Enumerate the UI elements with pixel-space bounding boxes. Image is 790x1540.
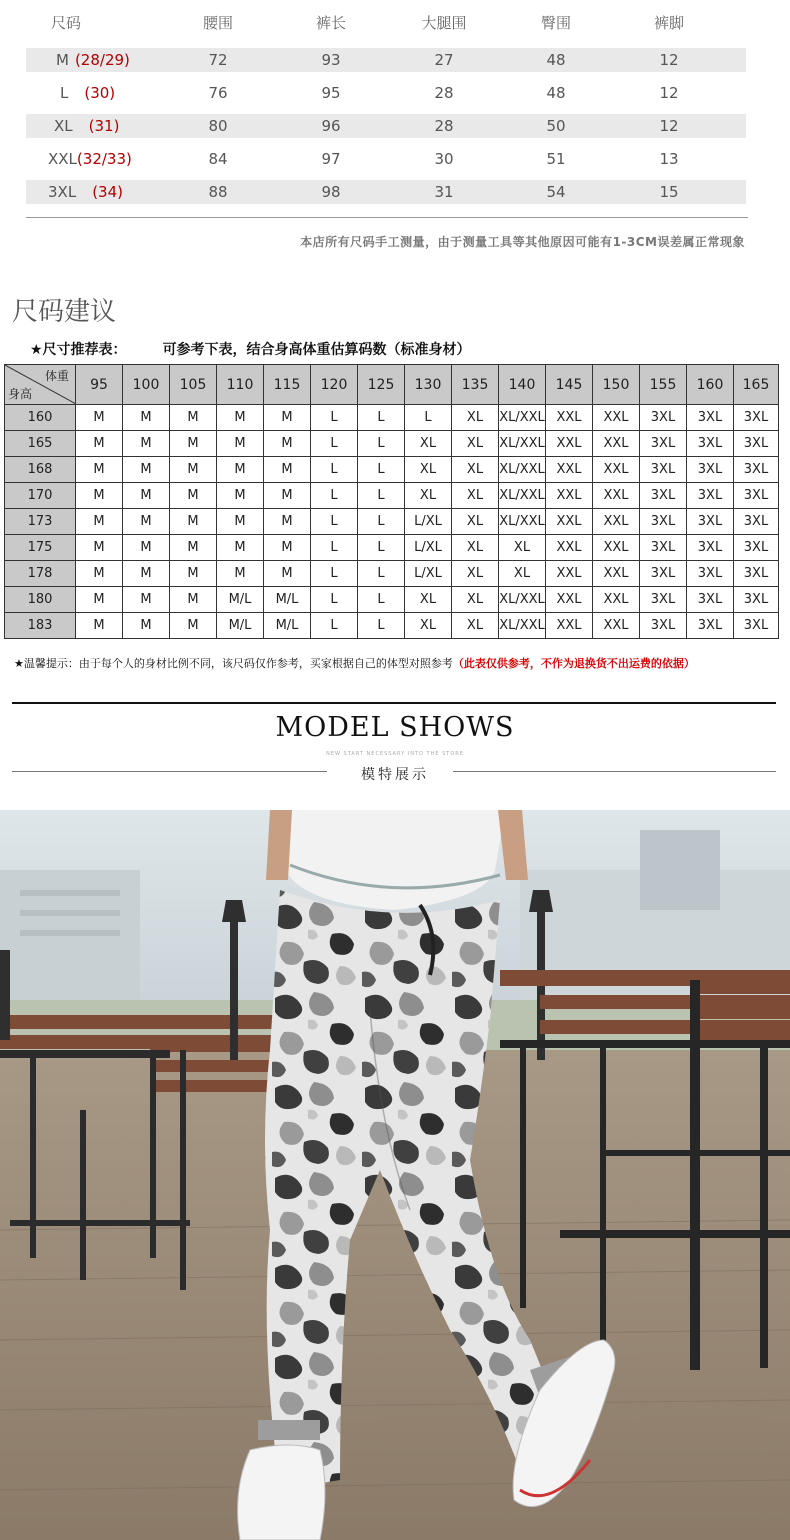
- recommended-size-cell: L: [311, 561, 358, 587]
- hem-value: 15: [659, 183, 679, 201]
- height-row: [5, 431, 779, 457]
- header-thigh: 大腿围: [421, 13, 467, 32]
- recommended-size-cell: XXL: [546, 535, 593, 561]
- header-hip: 臀围: [540, 13, 571, 32]
- recommended-size-cell: XXL: [546, 613, 593, 639]
- height-cell: 170: [5, 483, 76, 509]
- subtitle-rule-right: [453, 771, 776, 772]
- recommended-size-cell: XL/XXL: [499, 457, 546, 483]
- recommended-size-cell: M: [123, 483, 170, 509]
- recommended-size-cell: M: [264, 431, 311, 457]
- recommended-size-cell: M: [217, 431, 264, 457]
- section-divider: [12, 702, 776, 704]
- recommended-size-cell: 3XL: [734, 535, 779, 561]
- size-table-divider: [26, 217, 748, 218]
- size-name: 3XL: [48, 183, 77, 201]
- weight-header-cell: 165: [734, 365, 779, 405]
- height-cell: 175: [5, 535, 76, 561]
- recommended-size-cell: XXL: [546, 483, 593, 509]
- height-row: [5, 535, 779, 561]
- recommended-size-cell: XXL: [593, 535, 640, 561]
- height-row: [5, 457, 779, 483]
- recommended-size-cell: L: [358, 587, 405, 613]
- recommended-size-cell: M: [76, 457, 123, 483]
- recommended-size-cell: M: [170, 457, 217, 483]
- recommended-size-cell: 3XL: [734, 483, 779, 509]
- weight-header-cell: 130: [405, 365, 452, 405]
- recommended-size-cell: XXL: [593, 587, 640, 613]
- hip-value: 48: [546, 51, 566, 69]
- recommended-size-cell: XXL: [593, 431, 640, 457]
- recommended-size-cell: M: [264, 535, 311, 561]
- recommended-size-cell: M: [170, 561, 217, 587]
- recommended-size-cell: M/L: [264, 587, 311, 613]
- recommended-size-cell: XL: [452, 587, 499, 613]
- recommended-size-cell: 3XL: [687, 587, 734, 613]
- size-row: [26, 147, 746, 171]
- recommended-size-cell: M: [76, 483, 123, 509]
- thigh-value: 31: [434, 183, 454, 201]
- hip-value: 48: [546, 84, 566, 102]
- recommended-size-cell: L/XL: [405, 535, 452, 561]
- recommended-size-cell: XXL: [546, 587, 593, 613]
- recommended-size-cell: M/L: [217, 587, 264, 613]
- weight-header-cell: 120: [311, 365, 358, 405]
- recommended-size-cell: 3XL: [734, 587, 779, 613]
- recommended-size-cell: L: [405, 405, 452, 431]
- recommended-size-cell: L: [358, 431, 405, 457]
- weight-header-cell: 145: [546, 365, 593, 405]
- recommended-size-cell: 3XL: [734, 405, 779, 431]
- recommended-size-cell: M: [217, 509, 264, 535]
- recommended-size-cell: XXL: [593, 613, 640, 639]
- weight-header-cell: 150: [593, 365, 640, 405]
- hem-value: 12: [659, 84, 679, 102]
- length-value: 96: [321, 117, 341, 135]
- recommended-size-cell: M: [264, 509, 311, 535]
- size-table-header: [26, 0, 746, 48]
- recommended-size-cell: 3XL: [687, 535, 734, 561]
- height-axis-label: 身高: [8, 387, 33, 401]
- recommended-size-cell: L: [358, 535, 405, 561]
- weight-header-row: [5, 365, 779, 405]
- recommended-size-cell: M/L: [217, 613, 264, 639]
- height-cell: 165: [5, 431, 76, 457]
- recommended-size-cell: 3XL: [687, 483, 734, 509]
- recommended-size-cell: M: [76, 535, 123, 561]
- model-photo-illustration: [0, 810, 790, 1540]
- height-row: [5, 587, 779, 613]
- model-tagline: NEW START NECESSARY INTO THE STORE: [326, 751, 464, 757]
- recommended-size-cell: XXL: [593, 405, 640, 431]
- recommended-size-cell: XL: [452, 457, 499, 483]
- recommended-size-cell: 3XL: [687, 431, 734, 457]
- recommended-size-cell: M: [217, 405, 264, 431]
- recommend-description: 可参考下表，结合身高体重估算码数（标准身材）: [162, 342, 471, 358]
- size-waist-code: (31): [88, 117, 120, 135]
- recommended-size-cell: M: [123, 587, 170, 613]
- recommended-size-cell: M: [217, 535, 264, 561]
- recommended-size-cell: M: [123, 431, 170, 457]
- weight-header-cell: 135: [452, 365, 499, 405]
- hip-value: 54: [546, 183, 566, 201]
- recommended-size-cell: L: [358, 405, 405, 431]
- recommended-size-cell: M: [123, 509, 170, 535]
- height-cell: 160: [5, 405, 76, 431]
- recommended-size-cell: M: [170, 613, 217, 639]
- recommended-size-cell: 3XL: [687, 405, 734, 431]
- recommended-size-cell: XXL: [546, 457, 593, 483]
- size-label: [60, 81, 180, 105]
- recommended-size-cell: M: [217, 457, 264, 483]
- size-recommend-table: [4, 364, 779, 639]
- height-row: [5, 561, 779, 587]
- hip-value: 51: [546, 150, 566, 168]
- size-table: [26, 0, 746, 213]
- length-value: 95: [321, 84, 341, 102]
- recommended-size-cell: M: [123, 405, 170, 431]
- recommended-size-cell: 3XL: [687, 457, 734, 483]
- weight-header-cell: 110: [217, 365, 264, 405]
- weight-header-cell: 160: [687, 365, 734, 405]
- recommended-size-cell: L: [358, 561, 405, 587]
- recommended-size-cell: L: [311, 457, 358, 483]
- hem-value: 12: [659, 117, 679, 135]
- recommended-size-cell: XL/XXL: [499, 483, 546, 509]
- recommended-size-cell: XXL: [593, 457, 640, 483]
- height-cell: 178: [5, 561, 76, 587]
- length-value: 93: [321, 51, 341, 69]
- header-length: 裤长: [315, 13, 346, 32]
- size-label: [48, 147, 168, 171]
- recommended-size-cell: M: [123, 613, 170, 639]
- weight-header-cell: 140: [499, 365, 546, 405]
- length-value: 98: [321, 183, 341, 201]
- recommended-size-cell: L/XL: [405, 561, 452, 587]
- recommended-size-cell: M: [264, 483, 311, 509]
- hem-value: 13: [659, 150, 679, 168]
- recommended-size-cell: L: [311, 587, 358, 613]
- recommend-subtitle: [30, 339, 471, 359]
- recommended-size-cell: 3XL: [640, 535, 687, 561]
- recommended-size-cell: M: [76, 405, 123, 431]
- recommended-size-cell: L: [311, 535, 358, 561]
- recommended-size-cell: XXL: [593, 561, 640, 587]
- thigh-value: 28: [434, 117, 454, 135]
- waist-value: 80: [208, 117, 228, 135]
- recommended-size-cell: M: [170, 535, 217, 561]
- recommended-size-cell: M: [123, 561, 170, 587]
- weight-header-cell: 115: [264, 365, 311, 405]
- recommended-size-cell: 3XL: [734, 561, 779, 587]
- header-size: 尺码: [50, 13, 81, 32]
- recommended-size-cell: XL/XXL: [499, 509, 546, 535]
- size-label: [48, 180, 168, 204]
- thigh-value: 30: [434, 150, 454, 168]
- recommended-size-cell: XL: [452, 613, 499, 639]
- height-row: [5, 509, 779, 535]
- recommended-size-cell: 3XL: [640, 613, 687, 639]
- recommended-size-cell: 3XL: [734, 457, 779, 483]
- weight-axis-label: 体重: [44, 369, 69, 383]
- weight-header-cell: 125: [358, 365, 405, 405]
- recommended-size-cell: 3XL: [687, 561, 734, 587]
- size-row: [26, 180, 746, 204]
- recommended-size-cell: XL: [499, 535, 546, 561]
- recommended-size-cell: M: [217, 483, 264, 509]
- size-waist-code: (28/29): [74, 51, 130, 69]
- recommended-size-cell: M: [123, 535, 170, 561]
- recommended-size-cell: XL: [452, 535, 499, 561]
- recommended-size-cell: 3XL: [640, 431, 687, 457]
- recommended-size-cell: XL: [499, 561, 546, 587]
- recommended-size-cell: M: [76, 509, 123, 535]
- height-row: [5, 483, 779, 509]
- height-cell: 180: [5, 587, 76, 613]
- recommended-size-cell: M: [170, 431, 217, 457]
- waist-value: 76: [208, 84, 228, 102]
- weight-header-cell: 105: [170, 365, 217, 405]
- recommended-size-cell: M: [76, 561, 123, 587]
- recommended-size-cell: M: [170, 509, 217, 535]
- recommended-size-cell: L: [311, 431, 358, 457]
- size-waist-code: (30): [84, 84, 116, 102]
- recommended-size-cell: XXL: [546, 561, 593, 587]
- recommended-size-cell: M: [170, 483, 217, 509]
- recommended-size-cell: XL/XXL: [499, 587, 546, 613]
- recommended-size-cell: 3XL: [734, 431, 779, 457]
- recommended-size-cell: XXL: [546, 405, 593, 431]
- recommended-size-cell: L: [358, 483, 405, 509]
- size-waist-code: (34): [92, 183, 123, 201]
- size-label: [54, 114, 174, 138]
- model-shows-title: MODEL SHOWS: [275, 712, 515, 743]
- recommended-size-cell: 3XL: [640, 587, 687, 613]
- recommended-size-cell: 3XL: [687, 509, 734, 535]
- height-row: [5, 613, 779, 639]
- model-photo: [0, 810, 790, 1540]
- recommended-size-cell: XL: [452, 405, 499, 431]
- corner-cell: [5, 365, 76, 405]
- recommended-size-cell: L: [358, 613, 405, 639]
- recommended-size-cell: M: [76, 613, 123, 639]
- recommended-size-cell: XL: [452, 431, 499, 457]
- header-waist: 腰围: [202, 13, 233, 32]
- recommended-size-cell: 3XL: [640, 483, 687, 509]
- size-row: [26, 81, 746, 105]
- recommended-size-cell: XL: [405, 483, 452, 509]
- recommended-size-cell: L: [358, 509, 405, 535]
- size-name: L: [60, 84, 69, 102]
- recommended-size-cell: XL: [405, 431, 452, 457]
- recommended-size-cell: XL: [405, 613, 452, 639]
- recommended-size-cell: M: [170, 405, 217, 431]
- recommended-size-cell: L: [311, 509, 358, 535]
- hem-value: 12: [659, 51, 679, 69]
- recommended-size-cell: L: [311, 405, 358, 431]
- recommended-size-cell: 3XL: [734, 509, 779, 535]
- recommended-size-cell: M: [264, 561, 311, 587]
- size-label: [56, 48, 176, 72]
- recommended-size-cell: XL: [405, 457, 452, 483]
- recommended-size-cell: M/L: [264, 613, 311, 639]
- size-row: [26, 48, 746, 72]
- size-waist-code: (32/33): [76, 150, 132, 168]
- recommended-size-cell: XL: [452, 561, 499, 587]
- waist-value: 72: [208, 51, 228, 69]
- recommended-size-cell: L/XL: [405, 509, 452, 535]
- tip-label: ★温馨提示：: [14, 657, 79, 670]
- height-cell: 168: [5, 457, 76, 483]
- header-hem: 裤脚: [653, 13, 684, 32]
- recommended-size-cell: M: [170, 587, 217, 613]
- recommended-size-cell: M: [217, 561, 264, 587]
- recommended-size-cell: XL/XXL: [499, 613, 546, 639]
- recommended-size-cell: XL/XXL: [499, 431, 546, 457]
- thigh-value: 28: [434, 84, 454, 102]
- size-name: XL: [54, 117, 73, 135]
- height-row: [5, 405, 779, 431]
- recommended-size-cell: M: [123, 457, 170, 483]
- weight-header-cell: 95: [76, 365, 123, 405]
- recommended-size-cell: XL: [452, 483, 499, 509]
- recommended-size-cell: 3XL: [640, 509, 687, 535]
- tip-text: 由于每个人的身材比例不同，该尺码仅作参考，买家根据自己的体型对照参考: [78, 657, 453, 670]
- recommended-size-cell: XXL: [593, 509, 640, 535]
- hip-value: 50: [546, 117, 566, 135]
- size-name: XXL: [48, 150, 77, 168]
- waist-value: 88: [208, 183, 228, 201]
- recommend-label: ★尺寸推荐表：: [30, 342, 127, 358]
- thigh-value: 27: [434, 51, 454, 69]
- recommended-size-cell: XL: [452, 509, 499, 535]
- size-row: [26, 114, 746, 138]
- weight-header-cell: 155: [640, 365, 687, 405]
- recommended-size-cell: 3XL: [640, 561, 687, 587]
- length-value: 97: [321, 150, 341, 168]
- recommended-size-cell: XXL: [593, 483, 640, 509]
- height-cell: 173: [5, 509, 76, 535]
- weight-header-cell: 100: [123, 365, 170, 405]
- recommended-size-cell: XXL: [546, 431, 593, 457]
- waist-value: 84: [208, 150, 228, 168]
- recommended-size-cell: L: [311, 613, 358, 639]
- recommended-size-cell: 3XL: [687, 613, 734, 639]
- tip-disclaimer: （此表仅供参考，不作为退换货不出运费的依据）: [452, 657, 695, 670]
- recommended-size-cell: M: [76, 431, 123, 457]
- recommended-size-cell: 3XL: [640, 457, 687, 483]
- tip-note: [14, 655, 695, 671]
- recommended-size-cell: L: [358, 457, 405, 483]
- recommended-size-cell: M: [264, 457, 311, 483]
- model-shows-subtitle: 模特展示: [361, 767, 429, 783]
- recommended-size-cell: L: [311, 483, 358, 509]
- recommended-size-cell: 3XL: [734, 613, 779, 639]
- recommended-size-cell: XXL: [546, 509, 593, 535]
- recommended-size-cell: 3XL: [640, 405, 687, 431]
- recommended-size-cell: M: [264, 405, 311, 431]
- recommended-size-cell: XL/XXL: [499, 405, 546, 431]
- size-advice-title: 尺码建议: [12, 297, 117, 327]
- size-name: M: [56, 51, 69, 69]
- recommended-size-cell: XL: [405, 587, 452, 613]
- height-cell: 183: [5, 613, 76, 639]
- recommended-size-cell: M: [76, 587, 123, 613]
- measurement-note: 本店所有尺码手工测量，由于测量工具等其他原因可能有1-3CM误差属正常现象: [300, 235, 745, 249]
